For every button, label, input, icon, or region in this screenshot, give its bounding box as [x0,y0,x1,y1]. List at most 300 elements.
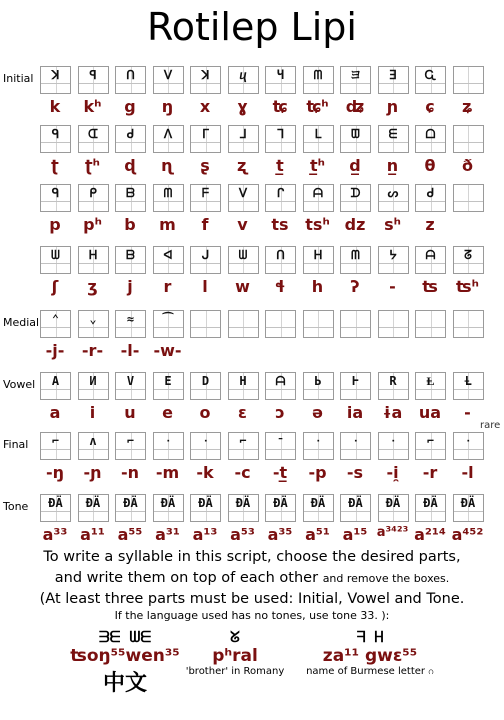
glyph: ⴺ [379,67,408,84]
sound-label: ə [312,403,323,422]
glyph: H [229,373,258,390]
glyph-cell [340,125,371,153]
sound-label: -w- [153,341,182,360]
glyph-cell [115,125,146,153]
glyph-cell [40,184,71,212]
glyph-cell [153,372,184,400]
glyph-cell [265,184,296,212]
glyph-cell [190,66,221,94]
sound-label: -i̯ [386,463,399,482]
glyph-cell [228,310,259,338]
glyph-cell [303,310,334,338]
sound-label: ɕ [425,97,435,116]
glyph: ᑭ [79,185,108,202]
glyph: ᔭ [379,247,408,264]
sound-label: -n [120,463,140,482]
sound-label: ʥ [345,97,365,116]
glyph-cell [115,184,146,212]
glyph-cell [228,372,259,400]
glyph: ÐÄ [191,495,220,512]
glyph-cell [78,432,109,460]
sound-label: -l- [120,341,140,360]
sound-label: t̲ [276,156,284,175]
glyph-cell [78,372,109,400]
glyph-cell [265,125,296,153]
glyph: ᗩ [416,247,445,264]
sound-label: -c [234,463,251,482]
sound-label: u [124,403,136,422]
glyph [454,67,483,84]
glyph: ヨ [341,67,370,84]
example-glyphs: ᖷ ᕼ [356,628,384,646]
example-roman: za¹¹ gwɛ⁵⁵ [322,646,418,666]
sound-label: kʰ [83,97,102,116]
glyph: ᐨ [266,433,295,450]
sound-label: ɔ [275,403,285,422]
glyph-cell [453,246,484,274]
sound-label: a¹¹ [80,525,105,544]
sound-label: -j- [45,341,65,360]
example-glyphs: ᘜ [230,628,240,646]
glyph: ᕼ [79,247,108,264]
sound-label: -k [196,463,214,482]
glyph-cell [190,432,221,460]
glyph-cell [415,494,446,522]
glyph: ᗷ [116,247,145,264]
glyph-cell [303,246,334,274]
glyph-cell [303,432,334,460]
glyph-cell [190,372,221,400]
sound-label: ɨa [382,403,403,422]
sound-label: f [201,215,209,234]
glyph-cell [453,310,484,338]
sound-label: a⁵¹ [305,525,330,544]
glyph: ⁀ [154,311,183,328]
glyph: ÐÄ [379,495,408,512]
glyph-cell [415,310,446,338]
glyph-cell [340,432,371,460]
glyph-cell [303,494,334,522]
sound-label: z [425,215,435,234]
glyph [266,311,295,328]
sound-label: a⁴⁵² [451,525,484,544]
glyph: ᐯ [154,67,183,84]
glyph-cell [415,432,446,460]
sound-label: tsʰ [305,215,330,234]
example-glyphs: ᗱᗴ ᗯᗴ [98,628,152,646]
glyph: ÐÄ [266,495,295,512]
sound-label: ʈʰ [85,156,100,175]
sound-label: ʒ [87,277,98,296]
glyph-cell [153,246,184,274]
sound-label: a³⁵ [267,525,293,544]
glyph-cell [153,310,184,338]
glyph: ᗯ [41,247,70,264]
glyph: A [41,373,70,390]
glyph: ᗝ [416,126,445,143]
sound-label: k [49,97,61,116]
glyph-cell [40,494,71,522]
sound-label: ua [418,403,442,422]
sound-label: -ɲ [83,463,102,482]
sound-label: ʨ [272,97,288,116]
sound-label: p [49,215,61,234]
glyph-cell [453,494,484,522]
glyph-cell [378,125,409,153]
glyph [454,185,483,202]
glyph: ᐧ [379,433,408,450]
glyph: ᖴ [191,185,220,202]
glyph-cell [303,372,334,400]
glyph: ⌐ [229,433,258,450]
glyph-cell [228,66,259,94]
sound-label: a¹³ [192,525,218,544]
glyph-cell [40,246,71,274]
glyph-cell [340,372,371,400]
sound-label: ɬ [274,277,286,296]
sound-label: a³³ [42,525,68,544]
glyph: R [379,373,408,390]
glyph [454,311,483,328]
glyph: ÐÄ [341,495,370,512]
sound-label: -l [461,463,474,482]
glyph: ᐧ [191,433,220,450]
example-romany [180,628,290,678]
glyph: ᘔ [454,247,483,264]
glyph: Ь [304,373,333,390]
sound-label: m [159,215,176,234]
glyph-cell [40,310,71,338]
glyph-cell [153,432,184,460]
row-label: Medial [3,316,40,329]
sound-label: n̲ [386,156,399,175]
glyph-cell [415,66,446,94]
glyph: ᒥ [191,126,220,143]
sound-label: sʰ [384,215,401,234]
glyph [191,311,220,328]
glyph: ᑎ [266,247,295,264]
glyph-cell [78,184,109,212]
glyph-cell [190,246,221,274]
page-title: Rotilep Lipi [147,5,357,49]
glyph [454,126,483,143]
glyph-cell [115,66,146,94]
sound-label: -m [155,463,180,482]
glyph: ꓘ [41,67,70,84]
glyph: ꓘ [191,67,220,84]
glyph: ⌐ [116,433,145,450]
sound-label: ɖ [124,156,136,175]
sound-label: ia [346,403,364,422]
glyph-cell [78,66,109,94]
glyph: ᗵ [341,126,370,143]
sound-label: -r- [81,341,104,360]
sound-label: ʂ [200,156,210,175]
glyph [341,311,370,328]
glyph-cell [378,432,409,460]
glyph: ÐÄ [154,495,183,512]
glyph: ᑯ [416,185,445,202]
sound-label: a¹⁵ [342,525,368,544]
glyph-cell [340,184,371,212]
glyph: ᐧ [304,433,333,450]
glyph [379,311,408,328]
glyph-cell [453,184,484,212]
sound-label: ʃ [51,277,59,296]
glyph-cell [378,310,409,338]
glyph-cell [78,125,109,153]
row-label: Tone [3,500,29,513]
glyph-cell [228,432,259,460]
glyph: ÐÄ [454,495,483,512]
glyph: ÐÄ [229,495,258,512]
glyph-cell [303,125,334,153]
sound-label: ð [462,156,473,175]
rare-note: rare [480,420,501,431]
sound-label: ts [271,215,289,234]
glyph: ᗯ [229,247,258,264]
glyph: ᗩ [304,185,333,202]
glyph: И [79,373,108,390]
glyph-cell [378,494,409,522]
sound-label: -p [308,463,327,482]
glyph-cell [378,246,409,274]
glyph: ⌐ [416,433,445,450]
glyph-cell [228,184,259,212]
glyph: ᗷ [116,185,145,202]
glyph-cell [415,372,446,400]
example-caption: name of Burmese letter ဂ [306,666,434,677]
glyph-cell [40,432,71,460]
sound-label: - [389,277,396,296]
glyph: ᒋ [266,185,295,202]
sound-label: ɣ [237,97,248,116]
sound-label: ʑ [462,97,473,116]
glyph: ᑎ [116,67,145,84]
glyph: Ƚ [454,373,483,390]
example-roman: ʦoŋ⁵⁵wen³⁵ [70,646,180,666]
glyph: ᑫ [41,126,70,143]
sound-label: ɛ [238,403,247,422]
glyph: ÐÄ [416,495,445,512]
glyph-cell [340,494,371,522]
glyph: Ⱶ [341,373,370,390]
glyph-cell [153,66,184,94]
glyph: ᗩ [266,373,295,390]
glyph-cell [415,125,446,153]
glyph [304,311,333,328]
glyph: ʌ [79,433,108,450]
glyph-cell [78,246,109,274]
glyph: ᗰ [304,67,333,84]
sound-label: o [199,403,211,422]
sound-label: dz [344,215,366,234]
sound-label: ʨʰ [306,97,329,116]
glyph-cell [40,372,71,400]
glyph-cell [453,66,484,94]
sound-label: ʦ [422,277,438,296]
glyph-cell [40,125,71,153]
glyph [229,311,258,328]
glyph: Ч [266,67,295,84]
glyph-cell [115,372,146,400]
example-burmese [290,628,450,678]
glyph-cell [190,125,221,153]
glyph: Ⱡ [416,373,445,390]
glyph: ÐÄ [304,495,333,512]
instruction-line-1: To write a syllable in this script, choose the desired parts, [43,549,461,565]
glyph: ⌐ [41,433,70,450]
glyph-cell [340,66,371,94]
sound-label: - [464,403,471,422]
sound-label: b [124,215,136,234]
glyph: ᒍ [191,247,220,264]
glyph: ꟼ [79,67,108,84]
sound-label: a²¹⁴ [414,525,446,544]
sound-label: ŋ [161,97,174,116]
sound-label: l [202,277,208,296]
sound-label: h [311,277,324,296]
glyph: V [116,373,145,390]
glyph: ⴗ [229,67,258,84]
sound-label: ʔ [350,277,360,296]
glyph: E [154,373,183,390]
example-caption: 中文 [102,671,147,696]
glyph: Ꮹ [416,67,445,84]
sound-label: ʈ [51,156,59,175]
glyph: ᒪ [304,126,333,143]
glyph: ᕼ [304,247,333,264]
glyph-cell [115,310,146,338]
glyph-cell [415,184,446,212]
glyph: ᒧ [229,126,258,143]
glyph-cell [153,125,184,153]
instruction-line-3: (At least three parts must be used: Initial, Vowel and Tone. [39,591,465,607]
glyph: ᐯ [229,185,258,202]
glyph-cell [340,310,371,338]
glyph: D [191,373,220,390]
glyph: ᐱ [154,126,183,143]
glyph-cell [453,372,484,400]
sound-label: i [89,403,96,422]
instruction-line-2 [0,569,504,588]
glyph: ⌃ [41,311,70,328]
glyph: ᗴ [379,126,408,143]
glyph-cell [303,184,334,212]
row-label: Initial [3,72,34,85]
sound-label: -t̲ [272,463,288,482]
sound-label: ʦʰ [456,277,479,296]
glyph: ᒣ [266,126,295,143]
sound-label: ɲ [386,97,399,116]
sound-label: a³⁴²³ [376,525,409,540]
glyph: ᗰ [154,185,183,202]
glyph: ᐧ [154,433,183,450]
glyph-cell [453,432,484,460]
glyph-cell [190,310,221,338]
glyph-cell [303,66,334,94]
glyph-cell [378,66,409,94]
glyph-cell [190,184,221,212]
example-chinese [55,628,195,697]
row-label: Final [3,438,29,451]
glyph-cell [190,494,221,522]
sound-label: j [127,277,133,296]
glyph-cell [378,184,409,212]
sound-label: r [163,277,172,296]
instruction-line-2-small: and remove the boxes. [322,572,450,585]
glyph: ÐÄ [41,495,70,512]
glyph-cell [78,310,109,338]
row-label: Vowel [3,378,36,391]
glyph-cell [115,494,146,522]
sound-label: θ [424,156,436,175]
glyph-cell [265,66,296,94]
sound-label: ɳ [161,156,174,175]
glyph-cell [153,494,184,522]
instruction-line-4: If the language used has no tones, use tone 33. ): [114,609,390,622]
glyph-cell [265,246,296,274]
instruction-line-2-main: and write them on top of each other [54,570,319,586]
sound-label: v [237,215,248,234]
sound-label: x [199,97,211,116]
glyph-cell [228,494,259,522]
glyph-cell [78,494,109,522]
glyph-cell [265,310,296,338]
sound-label: d̲ [349,156,361,175]
sound-label: ʐ [236,156,249,175]
sound-label: -ŋ [45,463,65,482]
glyph-cell [415,246,446,274]
glyph-cell [228,125,259,153]
sound-label: t̲ʰ [310,156,325,175]
glyph: ᐊ [154,247,183,264]
glyph: ᗪ [341,185,370,202]
glyph: ᑫ [41,185,70,202]
sound-label: a³¹ [155,525,180,544]
glyph-cell [340,246,371,274]
glyph: ᗭ [79,126,108,143]
glyph: ≈ [116,311,145,328]
glyph: ᔕ [379,185,408,202]
sound-label: e [162,403,173,422]
glyph-cell [228,246,259,274]
glyph: ÐÄ [79,495,108,512]
sound-label: a [49,403,61,422]
glyph: ⌄ [79,311,108,328]
glyph: ᐧ [341,433,370,450]
sound-label: pʰ [83,215,102,234]
glyph [416,311,445,328]
glyph: ᐧ [454,433,483,450]
glyph-cell [40,66,71,94]
example-caption: 'brother' in Romany [185,666,285,677]
sound-label: g [124,97,136,116]
glyph-cell [265,372,296,400]
glyph-cell [265,494,296,522]
sound-label: -r [422,463,438,482]
glyph-cell [453,125,484,153]
sound-label: -s [346,463,364,482]
example-roman: pʰral [212,646,258,666]
glyph: ᗰ [341,247,370,264]
glyph: ÐÄ [116,495,145,512]
glyph-cell [153,184,184,212]
sound-label: a⁵⁵ [117,525,143,544]
glyph-cell [378,372,409,400]
glyph-cell [115,246,146,274]
glyph: ᑯ [116,126,145,143]
